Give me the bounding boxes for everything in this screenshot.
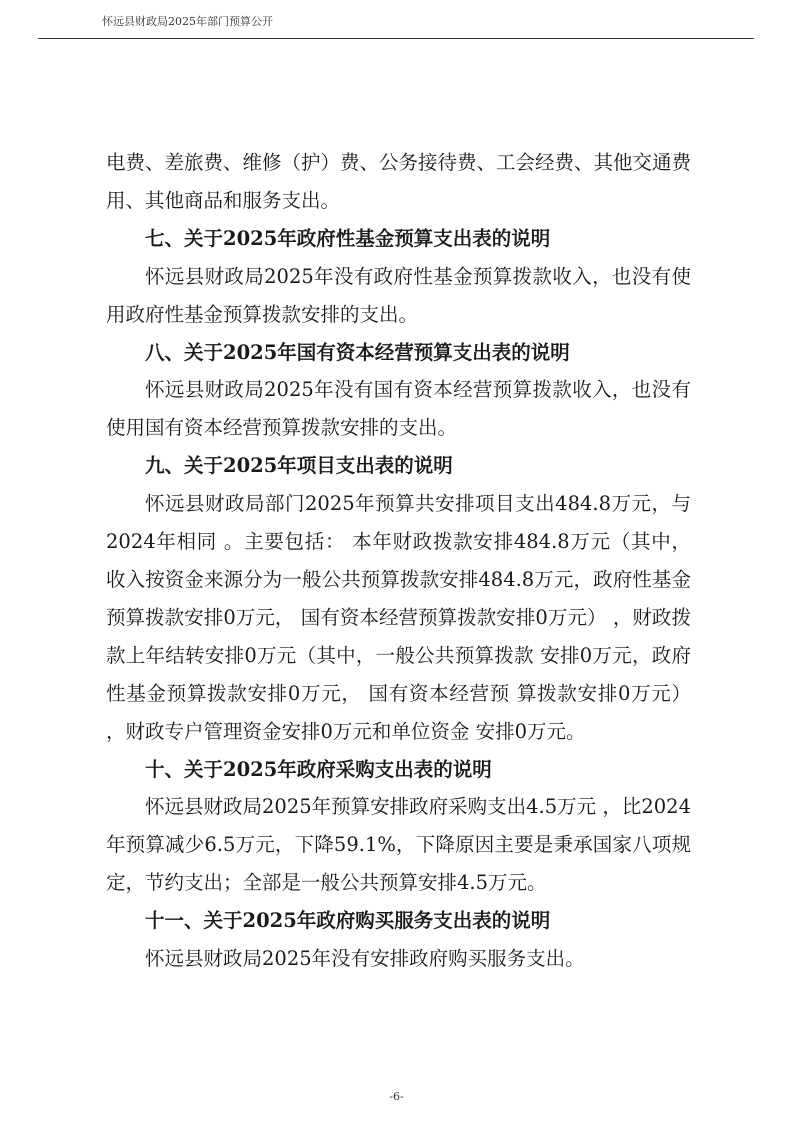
paragraph-purchase-services: 怀远县财政局2025年没有安排政府购买服务支出。 — [145, 947, 585, 971]
section-heading-9: 九、关于2025年项目支出表的说明 — [145, 454, 453, 478]
paragraph-state-capital: 怀远县财政局2025年没有国有资本经营预算拨款收入，也没有使用国有资本经营预算拨款安排的支出。 — [106, 378, 691, 440]
document-body — [106, 144, 691, 978]
paragraph-government-procurement: 怀远县财政局2025年预算安排政府采购支出4.5万元 ，比2024年预算减少6.5万元，下降59.1%，下降原因主要是秉承国家八项规定，节约支出；全部是一般公共预算安排4.5万元。 — [106, 795, 691, 895]
header-divider — [38, 38, 754, 39]
section-heading-10: 十、关于2025年政府采购支出表的说明 — [145, 757, 492, 781]
running-header-title: 怀远县财政局2025年部门预算公开 — [102, 15, 273, 28]
section-heading-7: 七、关于2025年政府性基金预算支出表的说明 — [145, 226, 551, 250]
section-heading-11: 十一、关于2025年政府购买服务支出表的说明 — [145, 909, 551, 933]
page-number: -6- — [389, 1090, 404, 1103]
paragraph-government-fund: 怀远县财政局2025年没有政府性基金预算拨款收入，也没有使用政府性基金预算拨款安排的支出。 — [106, 264, 691, 326]
paragraph-expense-list-continuation: 电费、差旅费、维修（护）费、公务接待费、工会经费、其他交通费用、其他商品和服务支出。 — [106, 151, 692, 212]
section-heading-8: 八、关于2025年国有资本经营预算支出表的说明 — [145, 340, 570, 364]
paragraph-project-expenditure: 怀远县财政局部门2025年预算共安排项目支出484.8万元，与2024年相同 。主要包括： 本年财政拨款安排484.8万元（其中，收入按资金来源分为一般公共预算拨款安排484.8万元，政府性基金预算拨款安排0万元， 国有资本经营预算拨款安排0万元） ，财政拨款上年结转安排0万元（其中，一般公共预算拨款 安排0万元，政府性基金预算拨款安排0万元， 国有资本经营预 算拨款安排0万元） ，财政专户管理资金安排0万元和单位资金 安排0万元。 — [106, 492, 691, 743]
